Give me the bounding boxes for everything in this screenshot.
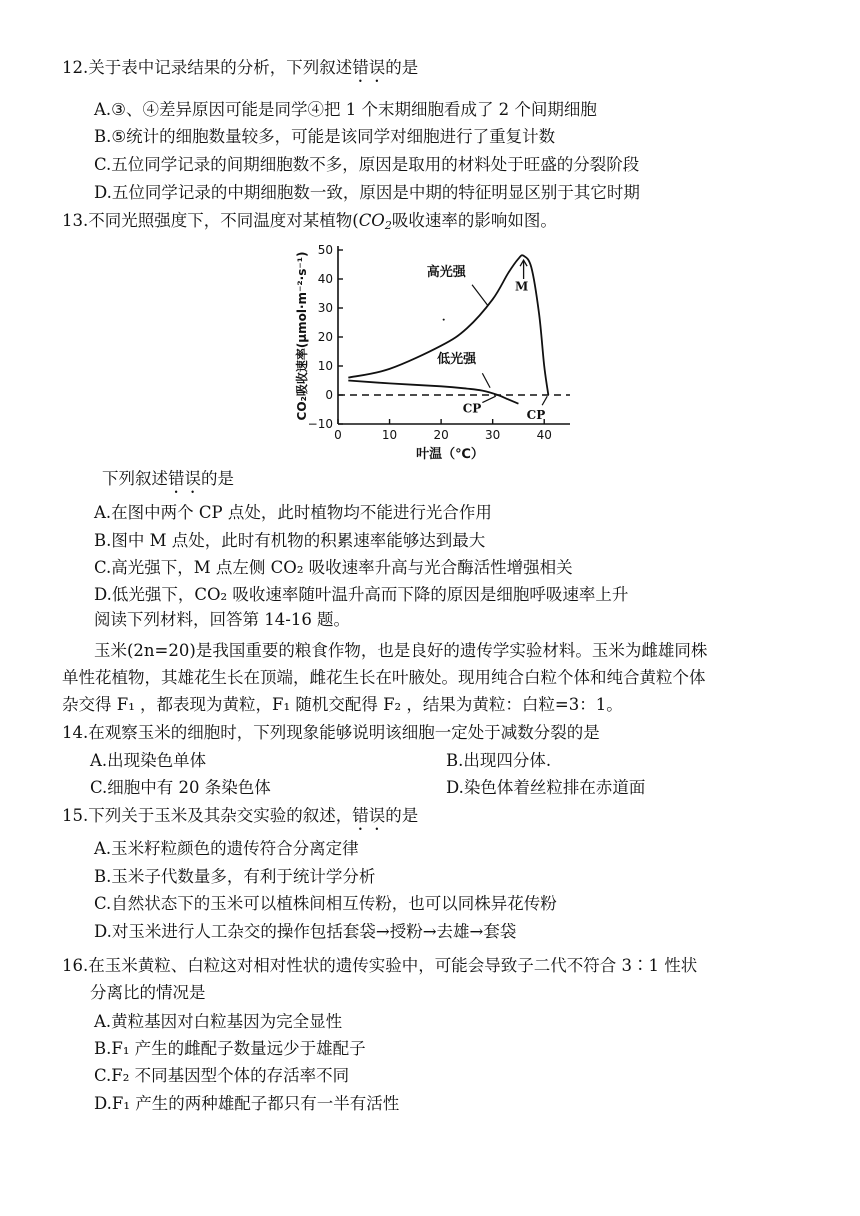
series-label-leader xyxy=(472,285,487,305)
q16-option-a: A.黄粒基因对白粒基因为完全显性 xyxy=(94,1012,343,1031)
q12-option-c: C.五位同学记录的间期细胞数不多，原因是取用的材料处于旺盛的分裂阶段 xyxy=(94,155,640,174)
x-tick-label: 10 xyxy=(381,428,398,442)
q14-option-b: B.出现四分体. xyxy=(446,751,552,770)
q15-emphasis: 错误 xyxy=(352,806,386,825)
q14-option-c: C.细胞中有 20 条染色体 xyxy=(90,778,271,797)
co2-uptake-chart xyxy=(290,236,580,468)
y-tick-label: 50 xyxy=(317,243,333,257)
q13-option-b: B.图中 M 点处，此时有机物的积累速率能够达到最大 xyxy=(94,531,486,550)
q16-stem-line-2: 分离比的情况是 xyxy=(90,983,206,1002)
series-label: 高光强 xyxy=(426,265,466,281)
q16-stem-line-1: 16.在玉米黄粒、白粒这对相对性状的遗传实验中，可能会导致子二代不符合 3∶1 性状 xyxy=(62,956,698,975)
cp-label: CP xyxy=(462,401,482,416)
q13-option-d: D.低光强下，CO₂ 吸收速率随叶温升高而下降的原因是细胞呼吸速率上升 xyxy=(94,585,629,604)
passage-line-1: 玉米(2n=20)是我国重要的粮食作物，也是良好的遗传学实验材料。玉米为雌雄同株 xyxy=(94,641,708,660)
q13-emphasis: 错误 xyxy=(168,469,201,488)
series-label-leader xyxy=(482,373,490,388)
q14-stem: 14.在观察玉米的细胞时，下列现象能够说明该细胞一定处于减数分裂的是 xyxy=(62,723,600,742)
y-tick-label: −10 xyxy=(307,417,333,431)
q12-emphasis: 错误 xyxy=(352,58,386,77)
cp-leader xyxy=(542,396,547,405)
series-label: 低光强 xyxy=(437,352,477,368)
q13-option-a: A.在图中两个 CP 点处，此时植物均不能进行光合作用 xyxy=(94,503,492,522)
q13-stem: 13.不同光照强度下，不同温度对某植物($CO_2$吸收速率的影响如图。 xyxy=(62,211,557,232)
q15-option-a: A.玉米籽粒颜色的遗传符合分离定律 xyxy=(94,839,359,858)
cp-label: CP xyxy=(526,407,546,422)
y-tick-label: 10 xyxy=(317,359,333,373)
passage-line-2: 单性花植物，其雄花生长在顶端，雌花生长在叶腋处。现用纯合白粒个体和纯合黄粒个体 xyxy=(62,668,706,687)
co2-formula: $CO_2$ xyxy=(358,211,392,232)
q14-option-a: A.出现染色单体 xyxy=(90,751,207,770)
m-point-label: M xyxy=(514,279,529,294)
q12-stem: 12.关于表中记录结果的分析，下列叙述错误的是 xyxy=(62,58,419,77)
x-axis-label: 叶温（℃） xyxy=(416,447,484,462)
q15-option-c: C.自然状态下的玉米可以植株间相互传粉，也可以同株异花传粉 xyxy=(94,894,557,913)
series-line-low-light xyxy=(348,381,518,404)
q12-option-b: B.⑤统计的细胞数量较多，可能是该同学对细胞进行了重复计数 xyxy=(94,127,556,146)
stray-dot xyxy=(443,319,445,321)
q16-option-b: B.F₁ 产生的雌配子数量远少于雄配子 xyxy=(94,1039,366,1058)
q15-stem: 15.下列关于玉米及其杂交实验的叙述，错误的是 xyxy=(62,806,419,825)
y-tick-label: 0 xyxy=(325,388,333,402)
y-tick-label: 20 xyxy=(317,330,333,344)
cp-leader xyxy=(482,396,495,402)
q12-option-a: A.③、④差异原因可能是同学④把 1 个末期细胞看成了 2 个间期细胞 xyxy=(94,100,597,119)
q13-option-c: C.高光强下，M 点左侧 CO₂ 吸收速率升高与光合酶活性增强相关 xyxy=(94,558,573,577)
x-tick-label: 0 xyxy=(334,428,342,442)
chart-series xyxy=(348,255,548,403)
y-tick-label: 30 xyxy=(317,301,333,315)
q14-option-d: D.染色体着丝粒排在赤道面 xyxy=(446,778,646,797)
y-tick-label: 40 xyxy=(317,272,333,286)
q13-ask: 下列叙述错误的是 xyxy=(102,469,234,488)
x-tick-label: 30 xyxy=(485,428,501,442)
q15-option-b: B.玉米子代数量多，有利于统计学分析 xyxy=(94,867,376,886)
q12-option-d: D.五位同学记录的中期细胞数一致，原因是中期的特征明显区别于其它时期 xyxy=(94,183,640,202)
q15-option-d: D.对玉米进行人工杂交的操作包括套袋→授粉→去雄→套袋 xyxy=(94,922,517,941)
x-tick-label: 20 xyxy=(433,428,449,442)
x-tick-label: 40 xyxy=(536,428,552,442)
chart-annotations xyxy=(443,260,548,422)
passage-line-3: 杂交得 F₁ ，都表现为黄粒，F₁ 随机交配得 F₂ ，结果为黄粒：白粒=3：1。 xyxy=(62,695,623,714)
y-axis-label: CO₂吸收速率(μmol·m⁻²·s⁻¹) xyxy=(295,251,309,421)
passage-intro: 阅读下列材料，回答第 14-16 题。 xyxy=(94,610,351,629)
q16-option-d: D.F₁ 产生的两种雄配子都只有一半有活性 xyxy=(94,1094,400,1113)
q16-option-c: C.F₂ 不同基因型个体的存活率不同 xyxy=(94,1066,350,1085)
